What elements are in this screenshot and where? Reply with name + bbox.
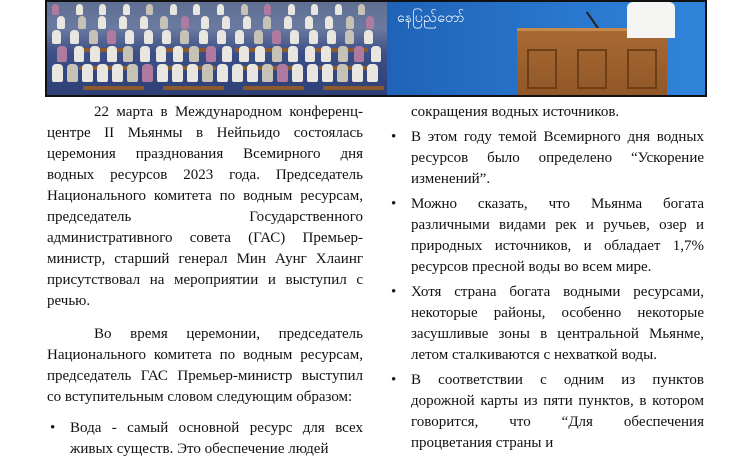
audience-member: [352, 64, 363, 82]
audience-member: [99, 4, 106, 15]
bullet-item: • Вода - самый основной ресурс для всех живых существ. Это обеспечение людей: [47, 418, 363, 460]
audience-member: [232, 64, 243, 82]
audience-member: [255, 46, 265, 62]
audience-member: [70, 30, 79, 44]
audience-member: [52, 4, 59, 15]
audience-member: [263, 16, 271, 29]
audience-member: [292, 64, 303, 82]
audience-member: [140, 46, 150, 62]
audience-member: [288, 4, 295, 15]
audience-member: [241, 4, 248, 15]
audience-member: [305, 46, 315, 62]
audience-member: [262, 64, 273, 82]
audience-member: [107, 30, 116, 44]
audience-member: [98, 16, 106, 29]
audience-member: [364, 30, 373, 44]
audience-member: [172, 64, 183, 82]
audience-member: [217, 64, 228, 82]
audience-member: [345, 30, 354, 44]
audience-member: [127, 64, 138, 82]
left-bullet-list: [47, 418, 363, 460]
audience-member: [107, 46, 117, 62]
audience-rows: [47, 2, 387, 95]
audience-member: [222, 16, 230, 29]
audience-table: [163, 86, 224, 90]
audience-member: [90, 46, 100, 62]
audience-member: [57, 16, 65, 29]
audience-member: [67, 64, 78, 82]
audience-member: [123, 4, 130, 15]
audience-member: [243, 16, 251, 29]
audience-member: [272, 30, 281, 44]
audience-member: [142, 64, 153, 82]
audience-member: [160, 16, 168, 29]
audience-member: [112, 64, 123, 82]
podium-panel: [527, 49, 557, 89]
audience-member: [367, 64, 378, 82]
audience-member: [366, 16, 374, 29]
audience-member: [78, 16, 86, 29]
audience-member: [235, 30, 244, 44]
audience-member: [290, 30, 299, 44]
audience-member: [354, 46, 364, 62]
audience-member: [321, 46, 331, 62]
paragraph-ceremony: Во время церемонии, председатель Национального комитета по водным ресурсам, председатель ГАС Премьер-министр выступил со вступительным словом следующим образом:: [47, 326, 363, 405]
right-column: [388, 102, 704, 454]
podium: [517, 28, 667, 97]
audience-member: [123, 46, 133, 62]
audience-member: [74, 46, 84, 62]
audience-member: [305, 16, 313, 29]
podium-panel: [627, 49, 657, 89]
audience-member: [327, 30, 336, 44]
continuation-text: сокращения водных источников.: [411, 104, 620, 120]
audience-member: [346, 16, 354, 29]
audience-member: [311, 4, 318, 15]
bullet-item: • В соответствии с одним из пунктов дорожной карты из пяти пунктов, в котором говорится, что “Для обеспечения процветания страны и: [388, 370, 704, 454]
audience-member: [76, 4, 83, 15]
audience-member: [309, 30, 318, 44]
audience-member: [57, 46, 67, 62]
bullet-item: • Можно сказать, что Мьянма богата различными видами рек и ручьев, озер и природных источников, и обладает 1,7% ресурсов пресной воды во всем мире.: [388, 194, 704, 278]
paragraph-intro: 22 марта в Международном конференц-центре II Мьянмы в Нейпьидо состоялась церемония празднования Всемирного дня водных ресурсов 2023 года. Председатель Национального комитета по водным ресурсам, председатель Государственного административного совета (ГАС) Премьер-министр, старший генерал Мин Аунг Хлаинг присутствовал на мероприятии и выступил с речью.: [47, 104, 363, 309]
audience-member: [335, 4, 342, 15]
audience-member: [146, 4, 153, 15]
audience-member: [193, 4, 200, 15]
audience-table: [243, 86, 304, 90]
audience-member: [358, 4, 365, 15]
bullet-item: • В этом году темой Всемирного дня водных ресурсов было определено “Ускорение изменений”.: [388, 127, 704, 190]
audience-member: [52, 30, 61, 44]
banner-text: နေပြည်တော်: [397, 10, 465, 26]
audience-member: [97, 64, 108, 82]
audience-member: [144, 30, 153, 44]
audience-member: [277, 64, 288, 82]
podium-panel: [577, 49, 607, 89]
audience-member: [157, 64, 168, 82]
audience-member: [89, 30, 98, 44]
audience-member: [337, 64, 348, 82]
audience-member: [189, 46, 199, 62]
audience-member: [371, 46, 381, 62]
audience-member: [199, 30, 208, 44]
audience-member: [140, 16, 148, 29]
audience-member: [125, 30, 134, 44]
audience-member: [272, 46, 282, 62]
audience-member: [288, 46, 298, 62]
audience-member: [239, 46, 249, 62]
audience-member: [173, 46, 183, 62]
audience-member: [307, 64, 318, 82]
audience-member: [325, 16, 333, 29]
audience-member: [217, 4, 224, 15]
audience-member: [156, 46, 166, 62]
audience-member: [82, 64, 93, 82]
audience-member: [119, 16, 127, 29]
audience-member: [206, 46, 216, 62]
audience-member: [247, 64, 258, 82]
audience-member: [264, 4, 271, 15]
audience-member: [52, 64, 63, 82]
left-column: [47, 102, 363, 460]
audience-member: [181, 16, 189, 29]
audience-member: [201, 16, 209, 29]
speaker: [627, 2, 675, 38]
event-photo: [45, 0, 707, 97]
audience-member: [222, 46, 232, 62]
audience-member: [170, 4, 177, 15]
audience-table: [83, 86, 144, 90]
audience-member: [162, 30, 171, 44]
audience-member: [284, 16, 292, 29]
audience-member: [338, 46, 348, 62]
right-bullet-list: [388, 127, 704, 454]
audience-table: [323, 86, 384, 90]
audience-member: [322, 64, 333, 82]
audience-member: [187, 64, 198, 82]
bullet-item: • Хотя страна богата водными ресурсами, некоторые районы, особенно некоторые засушливые зоны в центральной Мьянме, летом сталкиваются с нехваткой воды.: [388, 282, 704, 366]
audience-member: [202, 64, 213, 82]
audience-member: [217, 30, 226, 44]
audience-member: [254, 30, 263, 44]
audience-member: [180, 30, 189, 44]
